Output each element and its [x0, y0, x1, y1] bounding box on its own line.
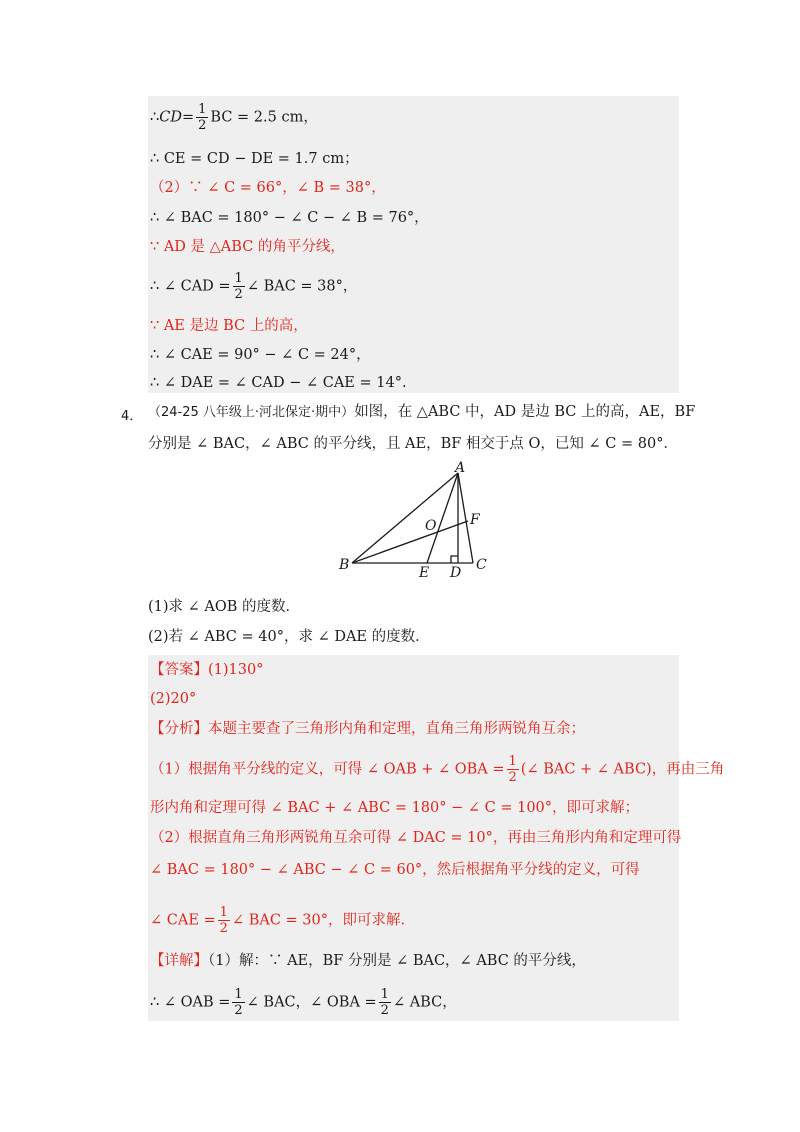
label-o: O: [425, 518, 437, 534]
problem-text-1: 如图，在 △ABC 中，AD 是边 BC 上的高，AE，BF: [354, 404, 696, 420]
denominator: 2: [219, 921, 228, 936]
prev-line-3: （2）∵ ∠ C = 66°，∠ B = 38°，: [150, 180, 386, 196]
analysis-p1: [150, 755, 724, 784]
fraction: [218, 906, 230, 935]
numerator: 1: [380, 987, 389, 1002]
prev-line-9: ∴ ∠ DAE = ∠ CAD − ∠ CAE = 14°.: [150, 375, 407, 391]
detail-line-2: [150, 988, 457, 1017]
analysis-p2-cont: ∠ BAC = 180° − ∠ ABC − ∠ C = 60°，然后根据角平分线的定义，可得: [150, 862, 640, 878]
label-d: D: [450, 565, 462, 580]
detail-l2-mid: ∠ BAC，∠ OBA =: [246, 994, 377, 1011]
analysis-p2-end: [150, 906, 405, 935]
prev-line-4: ∴ ∠ BAC = 180° − ∠ C − ∠ B = 76°，: [150, 210, 429, 226]
fraction: [232, 988, 244, 1017]
prev-line-8: ∴ ∠ CAE = 90° − ∠ C = 24°，: [150, 347, 371, 363]
problem-number: 4．: [121, 409, 143, 424]
line-tail: ∠ BAC = 38°，: [246, 278, 358, 295]
fraction: [196, 103, 208, 132]
problem-text-line-1: [148, 402, 695, 423]
denominator: 2: [234, 287, 243, 302]
analysis-p1-head: （1）根据角平分线的定义，可得 ∠ OAB + ∠ OBA =: [150, 761, 505, 778]
fraction: [233, 272, 245, 301]
label-b: B: [339, 557, 350, 573]
analysis-p2: （2）根据直角三角形两锐角互余可得 ∠ DAC = 10°，再由三角形内角和定理可得: [150, 830, 682, 846]
label-a: A: [455, 460, 466, 476]
label-c: C: [476, 557, 487, 573]
question-2: (2)若 ∠ ABC = 40°，求 ∠ DAE 的度数．: [148, 629, 430, 645]
right-angle-mark: [451, 556, 458, 563]
analysis-p2-end-tail: ∠ BAC = 30°，即可求解.: [231, 912, 406, 929]
line-tail: BC = 2.5 cm，: [210, 109, 318, 126]
denominator: 2: [380, 1003, 389, 1018]
prev-line-5: ∵ AD 是 △ABC 的角平分线，: [150, 239, 345, 255]
denominator: 2: [198, 118, 207, 133]
analysis-p2-end-head: ∠ CAE =: [150, 912, 216, 929]
analysis-intro: [150, 719, 585, 739]
denominator: 2: [234, 1003, 243, 1018]
prev-line-6: [150, 272, 357, 301]
answer-line-1: [150, 660, 263, 680]
problem-source: （24-25 八年级上·河北保定·期中）: [148, 405, 355, 420]
detail-line-1: [150, 951, 586, 971]
numerator: 1: [234, 271, 243, 286]
fraction: [379, 988, 391, 1017]
numerator: 1: [219, 905, 228, 920]
answer-tag: 【答案】: [150, 662, 208, 678]
analysis-p1-cont: 形内角和定理可得 ∠ BAC + ∠ ABC = 180° − ∠ C = 100°，即可求解；: [150, 800, 640, 816]
detail-l2-tail: ∠ ABC，: [392, 994, 457, 1011]
fraction: [507, 755, 519, 784]
problem-text-line-2: 分别是 ∠ BAC，∠ ABC 的平分线，且 AE，BF 相交于点 O，已知 ∠ C = 80°．: [148, 436, 678, 452]
label-e: E: [419, 565, 430, 580]
triangle-figure: [335, 460, 505, 580]
numerator: 1: [198, 102, 207, 117]
prev-line-2: ∴ CE = CD − DE = 1.7 cm；: [150, 151, 359, 167]
analysis-intro-text: 本题主要查了三角形内角和定理，直角三角形两锐角互余；: [208, 721, 585, 737]
analysis-p1-tail: (∠ BAC + ∠ ABC)，再由三角: [520, 761, 725, 778]
numerator: 1: [508, 754, 517, 769]
eq: =: [181, 109, 195, 126]
seg-cd: CD: [159, 109, 182, 126]
prev-line-1: [150, 103, 318, 132]
detail-text-1: （1）解：∵ AE，BF 分别是 ∠ BAC，∠ ABC 的平分线，: [208, 953, 586, 969]
answer-line-2: (2)20°: [150, 691, 197, 707]
line-head: ∴ ∠ CAD =: [150, 278, 231, 295]
detail-l2-head: ∴ ∠ OAB =: [150, 994, 231, 1011]
analysis-tag: 【分析】: [150, 721, 208, 737]
denominator: 2: [508, 770, 517, 785]
prev-line-7: ∵ AE 是边 BC 上的高，: [150, 318, 308, 334]
question-1: (1)求 ∠ AOB 的度数．: [148, 599, 301, 615]
detail-tag: 【详解】: [150, 953, 208, 969]
answer-1: (1)130°: [208, 662, 264, 678]
therefore-symbol: ∴: [150, 109, 160, 126]
label-f: F: [470, 512, 480, 528]
numerator: 1: [234, 987, 243, 1002]
